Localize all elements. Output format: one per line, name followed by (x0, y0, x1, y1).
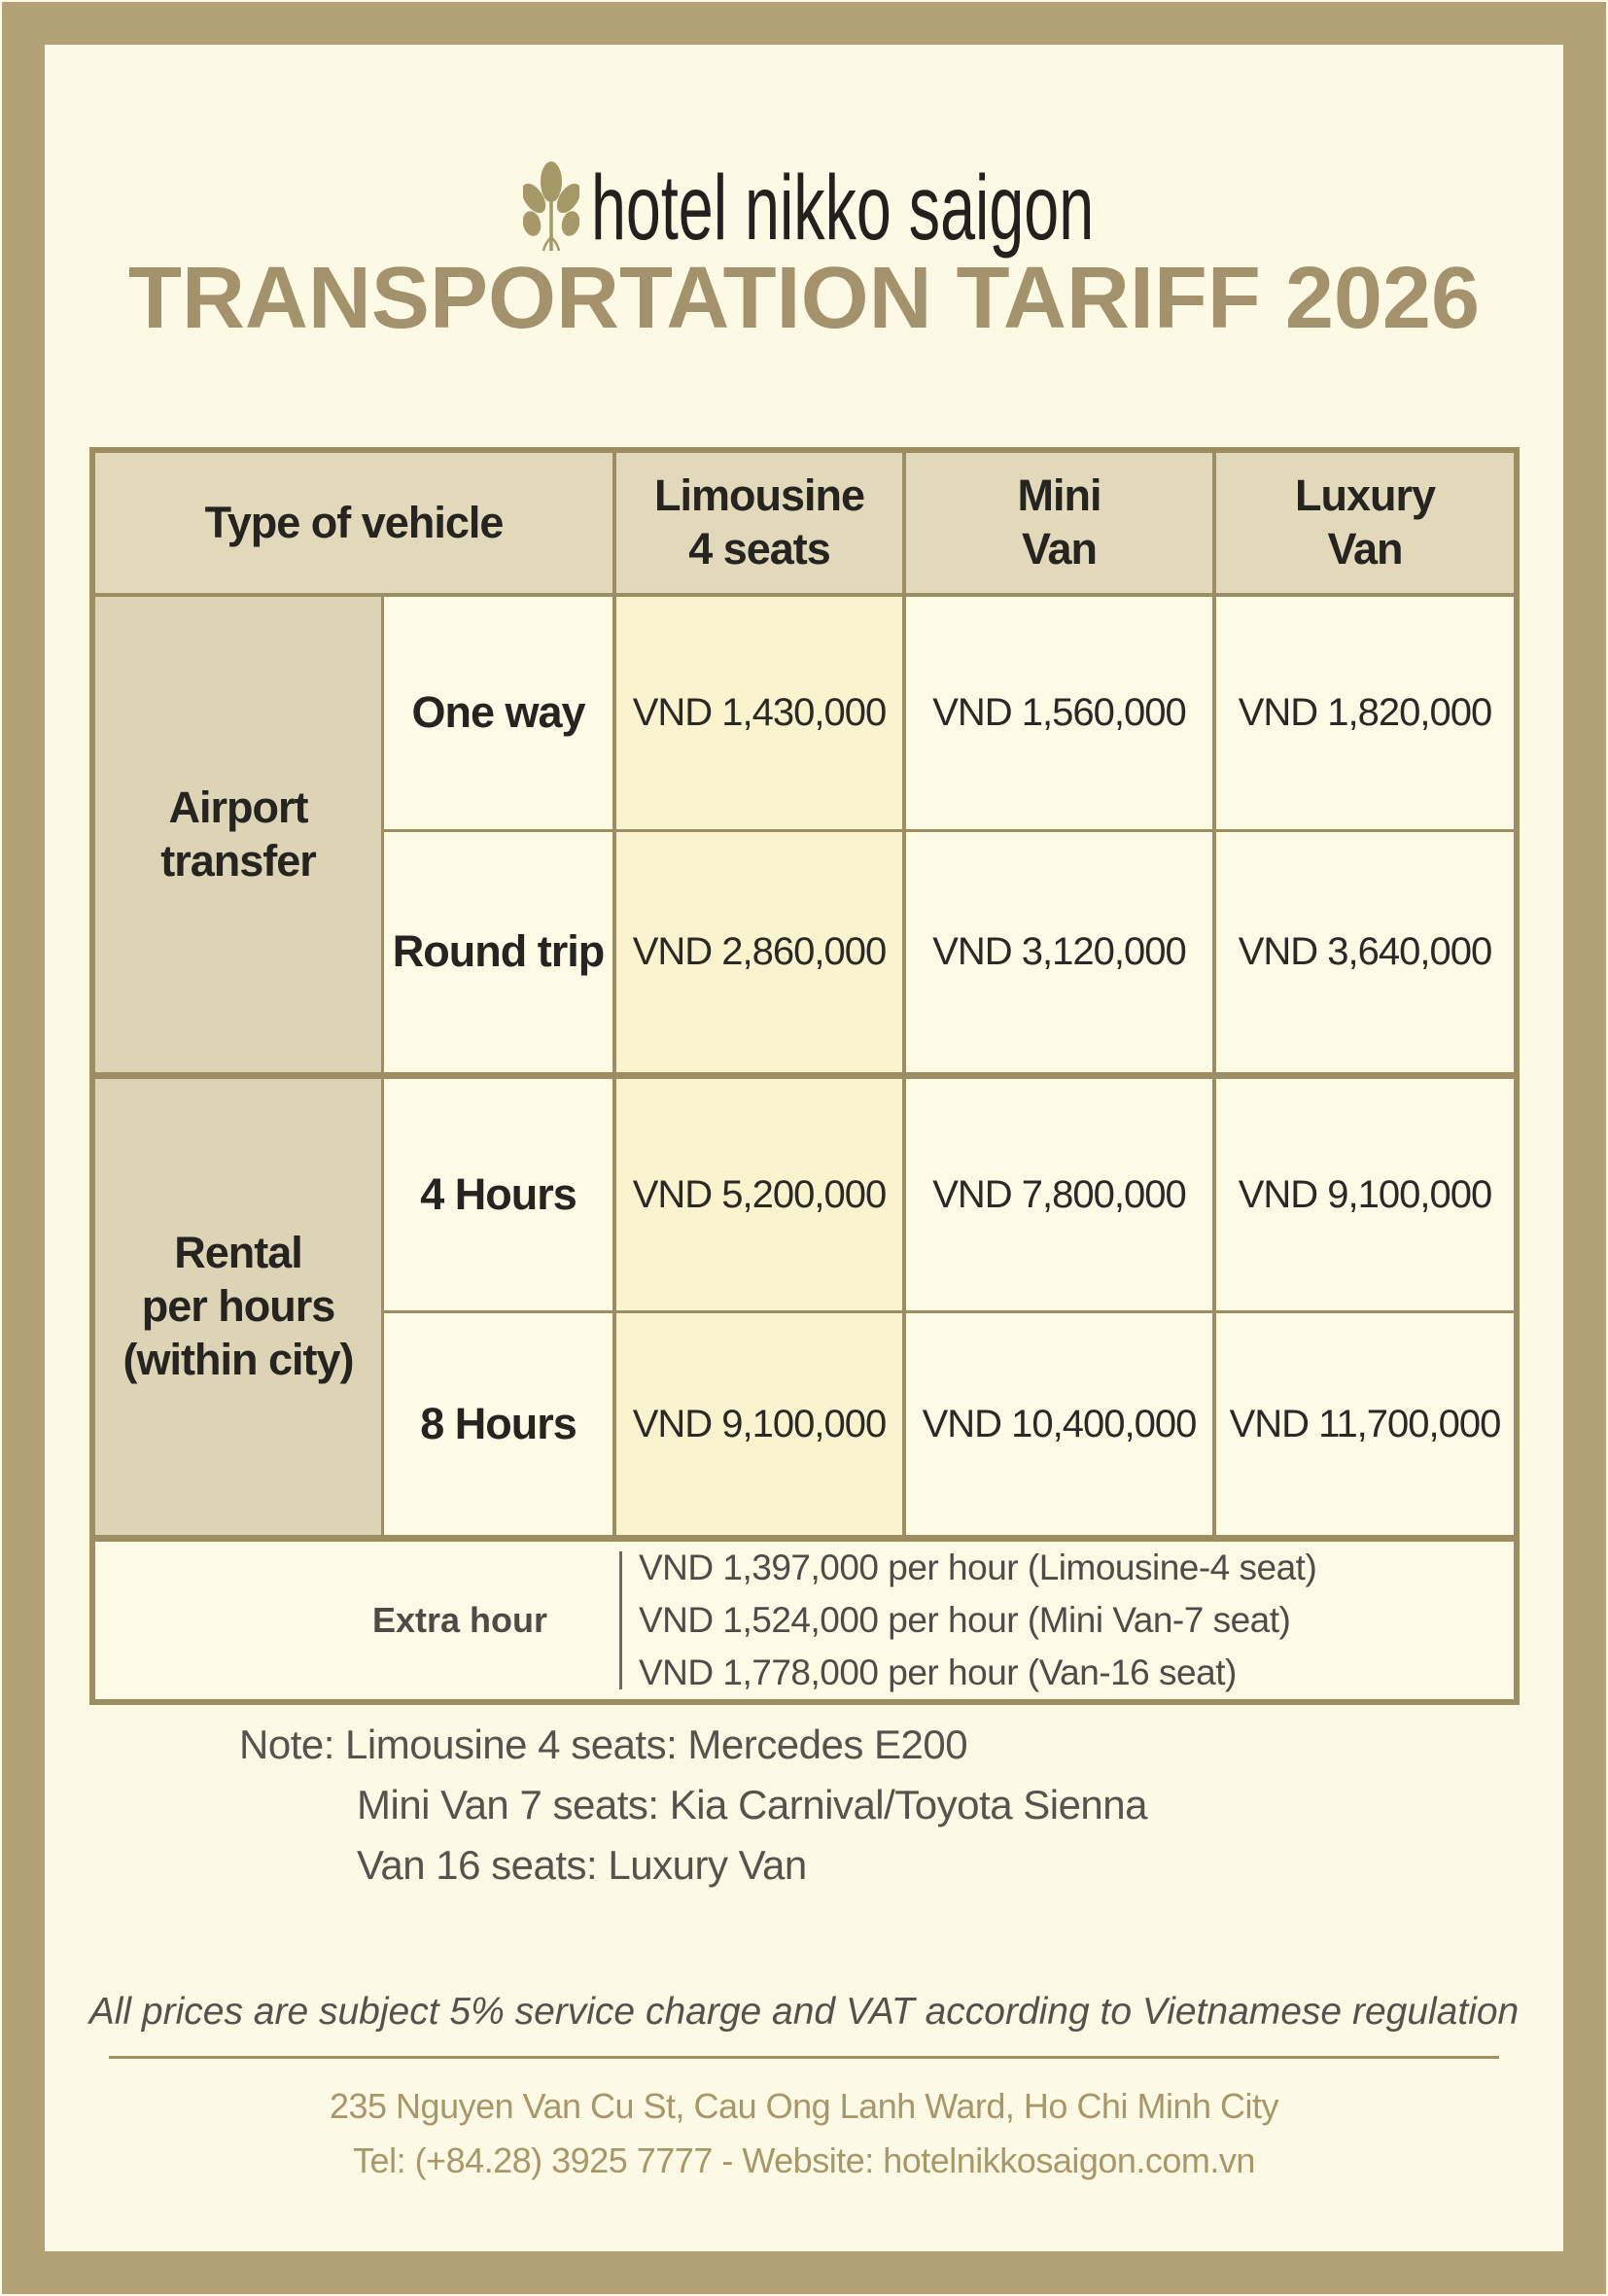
price-8-hours-limousine: VND 9,100,000 (616, 1313, 902, 1535)
price-round-trip-mini-van: VND 3,120,000 (906, 832, 1212, 1072)
hotel-logo-text: hotel nikko saigon (591, 157, 1095, 260)
row-label-4-hours: 4 Hours (384, 1079, 612, 1310)
price-one-way-limousine: VND 1,430,000 (616, 597, 902, 829)
header-mini-van-line2: Van (1021, 524, 1098, 574)
note-line-1: Note: Limousine 4 seats: Mercedes E200 (239, 1722, 968, 1767)
row-label-8-hours: 8 Hours (384, 1313, 612, 1535)
price-8-hours-mini-van: VND 10,400,000 (906, 1313, 1212, 1535)
header-luxury-van-line1: Luxury (1294, 470, 1436, 521)
price-one-way-luxury-van: VND 1,820,000 (1216, 597, 1514, 829)
header-mini-van-line1: Mini (1017, 470, 1101, 521)
price-4-hours-luxury-van: VND 9,100,000 (1216, 1079, 1514, 1310)
extra-hour-rate-mini-van: VND 1,524,000 per hour (Mini Van-7 seat) (639, 1600, 1291, 1640)
disclaimer-text: All prices are subject 5% service charge and VAT according to Vietnamese regulation (88, 1991, 1520, 2033)
extra-hour-rates (639, 1542, 1316, 1699)
page-title: TRANSPORTATION TARIFF 2026 (127, 250, 1481, 347)
tariff-table (89, 447, 1520, 1705)
extra-hour-label: Extra hour (371, 1600, 548, 1640)
header-type-of-vehicle: Type of vehicle (95, 453, 612, 593)
price-8-hours-luxury-van: VND 11,700,000 (1216, 1313, 1514, 1535)
header-limousine-line2: 4 seats (688, 524, 830, 574)
extra-hour-rate-limousine: VND 1,397,000 per hour (Limousine-4 seat) (639, 1548, 1317, 1587)
footer-divider-line (109, 2056, 1499, 2059)
header-mini-van (906, 453, 1212, 593)
header-luxury-van-line2: Van (1327, 524, 1403, 574)
nikko-clover-icon (523, 159, 579, 252)
section-airport-line2: transfer (160, 835, 316, 886)
header-luxury-van (1216, 453, 1514, 593)
price-one-way-mini-van: VND 1,560,000 (906, 597, 1212, 829)
price-4-hours-limousine: VND 5,200,000 (616, 1079, 902, 1310)
price-4-hours-mini-van: VND 7,800,000 (906, 1079, 1212, 1310)
row-label-one-way: One way (384, 597, 612, 829)
section-rental-line2: per hours (141, 1281, 335, 1332)
section-rental-per-hours (95, 1079, 381, 1535)
footer-address: 235 Nguyen Van Cu St, Cau Ong Lanh Ward, Ho Chi Minh City (329, 2086, 1278, 2126)
price-round-trip-limousine: VND 2,860,000 (616, 832, 902, 1072)
footer-contact: Tel: (+84.28) 3925 7777 - Website: hotelnikkosaigon.com.vn (353, 2140, 1255, 2180)
header-limousine (616, 453, 902, 593)
section-airport-line1: Airport (168, 782, 308, 832)
price-round-trip-luxury-van: VND 3,640,000 (1216, 832, 1514, 1072)
section-rental-line1: Rental (174, 1228, 302, 1278)
section-rental-line3: (within city) (122, 1334, 354, 1384)
header-limousine-line1: Limousine (653, 470, 865, 521)
extra-hour-divider (619, 1551, 622, 1689)
note-line-3: Van 16 seats: Luxury Van (357, 1842, 807, 1888)
section-airport-transfer (95, 597, 381, 1072)
note-line-2: Mini Van 7 seats: Kia Carnival/Toyota Sienna (357, 1782, 1147, 1827)
extra-hour-rate-van16: VND 1,778,000 per hour (Van-16 seat) (639, 1652, 1237, 1692)
extra-hour-row (95, 1542, 1514, 1699)
row-label-round-trip: Round trip (384, 832, 612, 1072)
note-block (239, 1715, 1147, 1896)
